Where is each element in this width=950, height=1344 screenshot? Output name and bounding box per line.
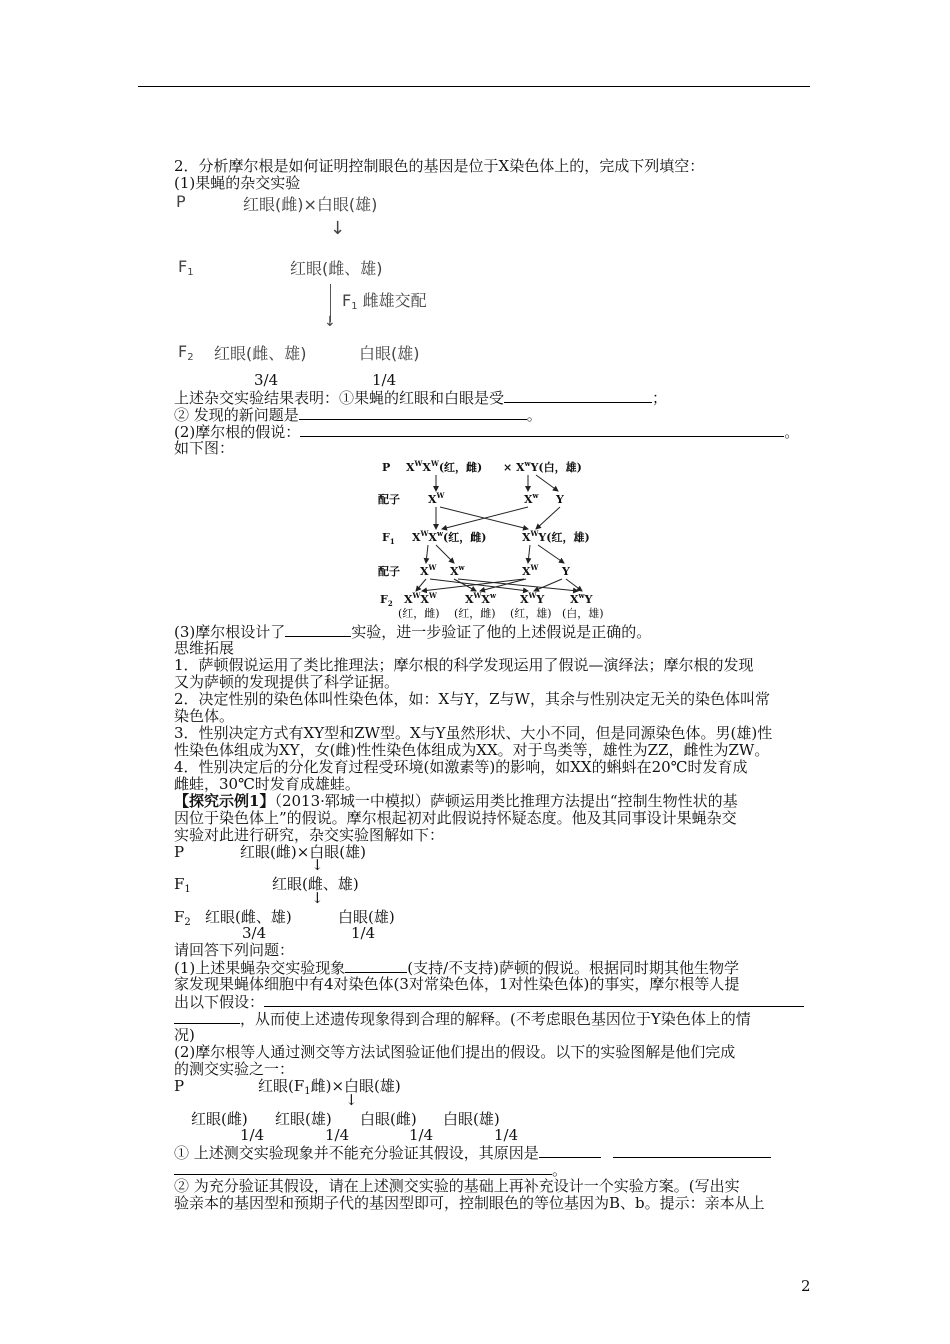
d1-f2-white: 白眼(雄) [359, 344, 420, 363]
d2-f2-g1: $X^WX^W$ [404, 591, 437, 606]
ex-t-ratio-2: 1/4 [325, 1126, 350, 1144]
example-line3: 实验对此进行研究，杂交实验图解如下： [174, 826, 445, 844]
ex-t-off-4: 白眼(雄) [443, 1110, 500, 1128]
d2-f2-pheno-2: (红，雌) [454, 607, 496, 620]
d2-arrow-7 [528, 545, 530, 563]
d2-arrow-p-male-y [536, 475, 558, 491]
ex-d-f1-result: 红眼(雌、雄) [272, 875, 359, 893]
ex-t-off-1: 红眼(雌) [191, 1110, 248, 1128]
blank-10[interactable] [174, 1161, 552, 1175]
ex-d-f2-white: 白眼(雄) [338, 908, 395, 926]
d1-ratio-red: 3/4 [254, 371, 279, 389]
ex-d-arrow-1: ↓ [311, 856, 324, 874]
extension-p1b: 又为萨顿的发现提供了科学证据。 [174, 673, 400, 691]
ex-d-f1: $F_1$ [174, 875, 191, 895]
d2-f1-label: $F_1$ [382, 531, 395, 546]
ex-t-cross: 红眼($F_1$雌)×白眼(雄) [258, 1077, 401, 1097]
d1-f1-result: 红眼(雌、雄) [290, 259, 383, 278]
q2-sub1: (1)果蝇的杂交实验 [174, 174, 301, 192]
ex-q2f: 验亲本的基因型和预期子代的基因型即可，控制眼色的等位基因为B、b。提示：亲本从上 [174, 1194, 765, 1212]
d2-f2-g3: $X^WY$ [520, 591, 545, 606]
d2-f2-pheno-1: (红，雌) [398, 607, 440, 620]
ex-d-f2: $F_2$ [174, 908, 191, 928]
d2-gamete-XW: $X^W$ [428, 491, 445, 506]
d2-arrow-5 [426, 545, 428, 563]
blank-9[interactable] [613, 1144, 771, 1158]
ex-q1b: 家发现果蝇体细胞中有4对染色体(3对常染色体，1对性染色体)的事实，摩尔根等人提 [174, 975, 740, 993]
page-number: 2 [801, 1277, 811, 1295]
extension-p3a: 3．性别决定方式有XY型和ZW型。X与Y虽然形状、大小不同，但是同源染色体。男(雄)性 [174, 724, 773, 742]
d2-gamete-label: 配子 [378, 493, 400, 506]
ex-q2d: 。 [174, 1161, 567, 1179]
d2-f2-pheno-4: (白，雄) [562, 607, 604, 620]
extension-p2b: 染色体。 [174, 707, 235, 725]
d2-arrow-8 [538, 545, 564, 563]
ex-t-off-2: 红眼(雄) [275, 1110, 332, 1128]
ex-q1a: (1)上述果蝇杂交实验现象 (支持/不支持)萨顿的假说。根据同时期其他生物学 [174, 959, 740, 977]
d1-p-label: P [176, 192, 186, 211]
genetics-cross-diagram [370, 455, 610, 623]
ex-t-arrow: ↓ [345, 1091, 358, 1109]
d2-arrow-6 [436, 545, 454, 563]
blank-4[interactable] [285, 623, 351, 637]
q2-as-figure: 如下图： [174, 439, 235, 457]
d2-p-label: P [382, 461, 391, 474]
ex-d-arrow-2: ↓ [311, 889, 324, 907]
ex-d-ratio-white: 1/4 [351, 924, 376, 942]
blank-5[interactable] [345, 959, 407, 973]
d2-f2-g2: $X^WX^w$ [465, 591, 496, 606]
d2-gamete-Y: Y [556, 493, 564, 506]
d1-p-cross: 红眼(雌)×白眼(雄) [243, 195, 378, 214]
ex-q1e: 况) [174, 1026, 195, 1044]
d2-f2-g4: $X^wY$ [570, 591, 593, 606]
extension-p4a: 4．性别决定后的分化发育过程受环境(如激素等)的影响，如XX的蝌蚪在20℃时发育成 [174, 758, 748, 776]
d2-g2-Xw-f: $X^w$ [450, 563, 465, 578]
d2-p-male: $X^wY$(白，雄) [516, 459, 582, 474]
q2-result-line: 上述杂交实验结果表明：①果蝇的红眼和白眼是受 ； [174, 389, 668, 407]
q2-heading: 2．分析摩尔根是如何证明控制眼色的基因是位于X染色体上的，完成下列填空： [174, 157, 705, 175]
ex-q2a: (2)摩尔根等人通过测交等方法试图验证他们提出的假设。以下的实验图解是他们完成 [174, 1043, 736, 1061]
d1-f1-label: $F_1$ [178, 257, 194, 278]
blank-7[interactable] [174, 1010, 240, 1024]
ex-t-ratio-3: 1/4 [409, 1126, 434, 1144]
ex-ask: 请回答下列问题： [174, 941, 295, 959]
d2-gamete2-label: 配子 [378, 565, 400, 578]
extension-p1a: 1．萨顿假说运用了类比推理法；摩尔根的科学发现运用了假说—演绎法；摩尔根的发现 [174, 656, 754, 674]
ex-t-p: P [174, 1077, 185, 1095]
d2-f1-male: $X^WY$(红，雄) [522, 529, 590, 544]
d2-gamete-Xw: $X^w$ [524, 491, 539, 506]
extension-title: 思维拓展 [174, 639, 235, 657]
ex-t-off-3: 白眼(雌) [360, 1110, 417, 1128]
blank-1[interactable] [504, 389, 652, 403]
d1-mating: $F_1$ 雌雄交配 [342, 291, 427, 312]
extension-p2a: 2．决定性别的染色体叫性染色体，如：X与Y，Z与W，其余与性别决定无关的染色体叫常 [174, 690, 770, 708]
ex-d-ratio-red: 3/4 [242, 924, 267, 942]
ex-q1d: ，从而使上述遗传现象得到合理的解释。(不考虑眼色基因位于Y染色体上的情 [174, 1010, 751, 1028]
d2-arrow-4 [536, 507, 560, 529]
ex-d-f2-red: 红眼(雌、雄) [205, 908, 292, 926]
header-rule [138, 86, 810, 87]
extension-p4b: 雌蛙，30℃时发育成雄蛙。 [174, 775, 360, 793]
blank-2[interactable] [299, 406, 527, 420]
d2-arrow-9 [416, 579, 426, 591]
ex-q2e: ② 为充分验证其假设，请在上述测交实验的基础上再补充设计一个实验方案。(写出实 [174, 1177, 740, 1195]
d1-f2-red: 红眼(雌、雄) [214, 344, 307, 363]
d1-ratio-white: 1/4 [372, 371, 397, 389]
blank-8[interactable] [539, 1144, 601, 1158]
d2-f1-female: $X^WX^w$(红，雌) [412, 529, 487, 544]
ex-t-ratio-1: 1/4 [240, 1126, 265, 1144]
d1-arrow-2-head: ↓ [324, 314, 336, 330]
d2-f2-pheno-3: (红，雄) [510, 607, 552, 620]
ex-q2b: 的测交实验之一： [174, 1060, 295, 1078]
q2-sub3: (3)摩尔根设计了 实验，进一步验证了他的上述假说是正确的。 [174, 623, 652, 641]
q2-hypothesis: (2)摩尔根的假说： 。 [174, 423, 800, 441]
d2-g2-XW-f: $X^W$ [420, 563, 437, 578]
ex-q1c: 出以下假设： [174, 993, 804, 1011]
ex-d-p: P [174, 843, 185, 861]
d2-g2-Y: Y [562, 565, 570, 578]
blank-6[interactable] [264, 993, 804, 1007]
blank-3[interactable] [300, 423, 784, 437]
d1-arrow-1: ↓ [330, 218, 346, 239]
d2-f2-label: $F_2$ [380, 593, 393, 608]
ex-t-ratio-4: 1/4 [494, 1126, 519, 1144]
q2-new-problem: ② 发现的新问题是 。 [174, 406, 542, 424]
example-line1: 【探究示例1】（2013·郓城一中模拟）萨顿运用类比推理方法提出“控制生物性状的基 [174, 792, 738, 810]
ex-d-p-cross: 红眼(雌)×白眼(雄) [240, 843, 366, 861]
d2-cross-sign: × [503, 461, 513, 474]
example-line2: 因位于染色体上”的假说。摩尔根起初对此假说持怀疑态度。他及其同事设计果蝇杂交 [174, 809, 737, 827]
d2-g2-XW-m: $X^W$ [522, 563, 539, 578]
d2-arrow-16 [566, 579, 582, 591]
d2-p-female: $X^WX^W$(红，雌) [406, 459, 483, 474]
ex-q2c: ① 上述测交实验现象并不能充分验证其假设，其原因是 [174, 1144, 771, 1162]
d1-f2-label: $F_2$ [178, 342, 194, 363]
extension-p3b: 性染色体组成为XY，女(雌)性性染色体组成为XX。对于鸟类等，雄性为ZZ，雌性为ZW。 [174, 741, 770, 759]
